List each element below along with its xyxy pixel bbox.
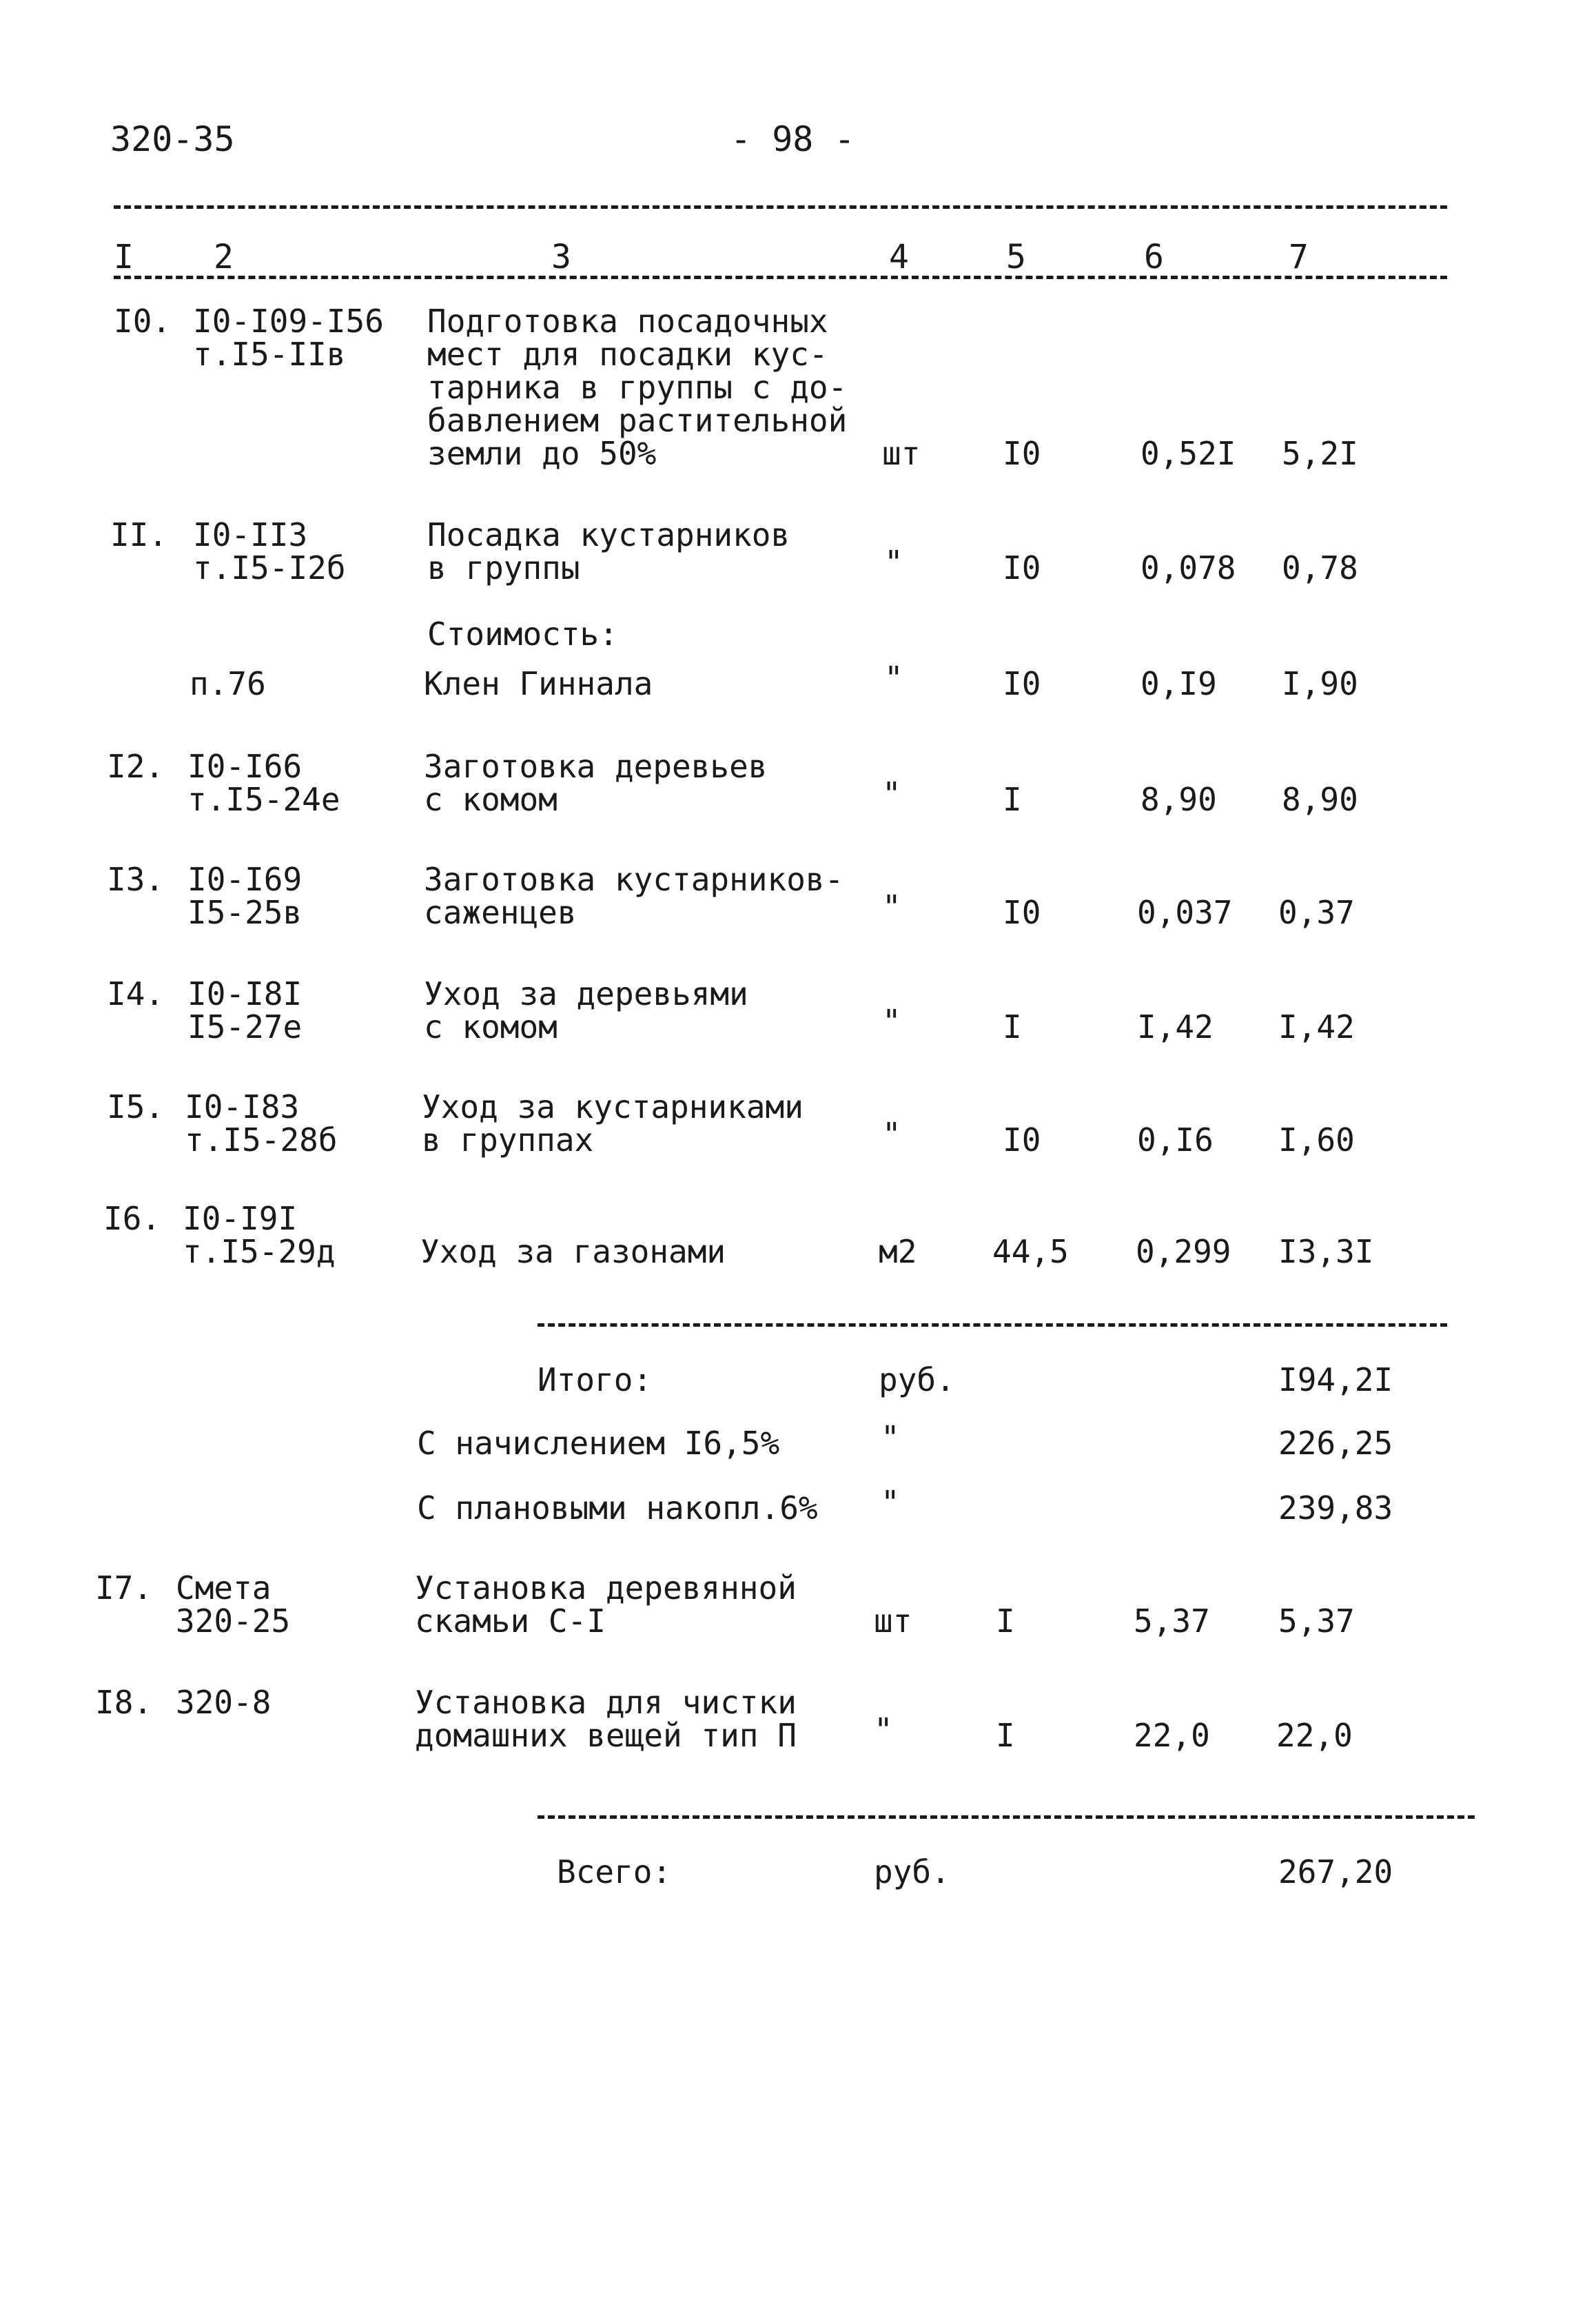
subtotal-label: С плановыми накопл.6% <box>417 1489 818 1527</box>
row-quantity: I0 <box>1003 894 1041 931</box>
row-reference: I0-I83 <box>185 1088 300 1125</box>
row-description: тарника в группы с до- <box>427 369 848 406</box>
row-unit-price: 0,078 <box>1140 549 1236 587</box>
row-description: Заготовка деревьев <box>424 748 768 785</box>
row-reference: I0-I69 <box>187 861 303 898</box>
row-description: домашних вещей тип П <box>415 1717 797 1754</box>
row-reference: п.76 <box>190 665 266 702</box>
row-reference: т.I5-28б <box>185 1121 338 1159</box>
row-quantity: I0 <box>1003 435 1041 472</box>
column-header-7: 7 <box>1289 238 1309 276</box>
row-unit: шт <box>874 1602 912 1640</box>
grand-total-divider <box>538 1815 1475 1819</box>
row-number: I8. <box>95 1684 153 1721</box>
row-description: Подготовка посадочных <box>427 303 828 340</box>
column-header-underline <box>114 276 1447 279</box>
row-description: с комом <box>424 781 557 818</box>
row-description: Уход за деревьями <box>424 975 748 1012</box>
row-total: I,60 <box>1278 1121 1355 1159</box>
document-code: 320-35 <box>110 119 235 159</box>
row-unit: " <box>884 544 903 581</box>
row-description: в группах <box>422 1121 594 1159</box>
header-divider <box>114 205 1447 209</box>
column-header-2: 2 <box>214 238 234 276</box>
row-number: I5. <box>107 1088 165 1125</box>
row-description: мест для посадки кус- <box>427 336 828 373</box>
column-header-3: 3 <box>551 238 571 276</box>
subtotal-total: 226,25 <box>1278 1425 1393 1462</box>
subtotal-unit: " <box>881 1419 900 1456</box>
row-unit-price: 0,I6 <box>1137 1121 1214 1159</box>
row-total: 0,37 <box>1278 894 1355 931</box>
row-reference: т.I5-24е <box>187 781 340 818</box>
row-quantity: I0 <box>1003 549 1041 587</box>
row-description: в группы <box>427 549 580 587</box>
row-unit: " <box>884 660 903 697</box>
row-unit: " <box>882 775 901 813</box>
row-quantity: I0 <box>1003 1121 1041 1159</box>
row-total: 5,37 <box>1278 1602 1355 1640</box>
row-number: I3. <box>107 861 165 898</box>
row-reference: т.I5-I2б <box>193 549 346 587</box>
row-unit: " <box>882 888 901 926</box>
row-reference: I5-25в <box>187 894 303 931</box>
row-number: I2. <box>107 748 165 785</box>
row-quantity: I0 <box>1003 665 1041 702</box>
row-total: 5,2I <box>1282 435 1358 472</box>
row-description: Клен Гиннала <box>424 665 653 702</box>
row-number: I0. <box>114 303 172 340</box>
row-total: 8,90 <box>1282 781 1358 818</box>
column-header-6: 6 <box>1144 238 1164 276</box>
row-quantity: 44,5 <box>992 1233 1069 1270</box>
row-description: саженцев <box>424 894 577 931</box>
page-number: - 98 - <box>730 119 855 159</box>
row-unit: м2 <box>879 1233 917 1270</box>
row-unit: " <box>882 1003 901 1040</box>
row-description: земли до 50% <box>427 435 657 472</box>
row-description: Установка деревянной <box>415 1569 797 1607</box>
row-reference: I0-I66 <box>187 748 303 785</box>
subtotal-label: Итого: <box>538 1361 653 1398</box>
row-reference: 320-8 <box>176 1684 272 1721</box>
column-header-5: 5 <box>1006 238 1026 276</box>
row-number: II. <box>110 516 168 553</box>
column-header-4: 4 <box>889 238 909 276</box>
row-unit-price: 0,52I <box>1140 435 1236 472</box>
row-unit-price: I,42 <box>1137 1008 1214 1046</box>
row-total: 0,78 <box>1282 549 1358 587</box>
row-unit-price: 8,90 <box>1140 781 1217 818</box>
row-description: Уход за газонами <box>420 1233 726 1270</box>
subtotal-unit: " <box>881 1484 900 1521</box>
row-total: 22,0 <box>1276 1717 1353 1754</box>
row-quantity: I <box>1003 781 1022 818</box>
row-description: Заготовка кустарников- <box>424 861 844 898</box>
grand-total-unit: руб. <box>874 1853 950 1890</box>
subtotal-label: С начислением I6,5% <box>417 1425 780 1462</box>
grand-total-label: Всего: <box>557 1853 672 1890</box>
row-total: I3,3I <box>1278 1233 1374 1270</box>
cost-heading: Стоимость: <box>427 615 618 653</box>
row-unit-price: 0,I9 <box>1140 665 1217 702</box>
grand-total-value: 267,20 <box>1278 1853 1393 1890</box>
row-description: Посадка кустарников <box>427 516 790 553</box>
row-reference: 320-25 <box>176 1602 291 1640</box>
row-unit-price: 22,0 <box>1134 1717 1210 1754</box>
row-description: бавлением растительной <box>427 402 848 439</box>
row-number: I7. <box>95 1569 153 1607</box>
row-reference: I0-II3 <box>193 516 308 553</box>
row-reference: I0-I09-I56 <box>193 303 384 340</box>
row-number: I6. <box>103 1200 161 1237</box>
row-unit: " <box>874 1711 893 1749</box>
row-unit-price: 0,299 <box>1136 1233 1231 1270</box>
row-unit: шт <box>882 435 921 472</box>
subtotal-total: I94,2I <box>1278 1361 1393 1398</box>
subtotal-unit: руб. <box>879 1361 955 1398</box>
row-unit-price: 5,37 <box>1134 1602 1210 1640</box>
row-reference: I0-I8I <box>187 975 303 1012</box>
row-description: скамьи С-I <box>415 1602 606 1640</box>
row-description: Уход за кустарниками <box>422 1088 804 1125</box>
row-total: I,90 <box>1282 665 1358 702</box>
subtotal-total: 239,83 <box>1278 1489 1393 1527</box>
row-reference: I0-I9I <box>183 1200 298 1237</box>
row-quantity: I <box>996 1602 1015 1640</box>
row-number: I4. <box>107 975 165 1012</box>
row-description: с комом <box>424 1008 557 1046</box>
row-reference: I5-27е <box>187 1008 303 1046</box>
row-total: I,42 <box>1278 1008 1355 1046</box>
row-unit: " <box>882 1116 901 1153</box>
row-reference: Смета <box>176 1569 272 1607</box>
row-quantity: I <box>1003 1008 1022 1046</box>
row-unit-price: 0,037 <box>1137 894 1233 931</box>
row-reference: т.I5-IIв <box>193 336 346 373</box>
subtotal-divider <box>538 1323 1447 1327</box>
column-header-1: I <box>114 238 134 276</box>
row-reference: т.I5-29д <box>183 1233 336 1270</box>
row-quantity: I <box>996 1717 1015 1754</box>
row-description: Установка для чистки <box>415 1684 797 1721</box>
